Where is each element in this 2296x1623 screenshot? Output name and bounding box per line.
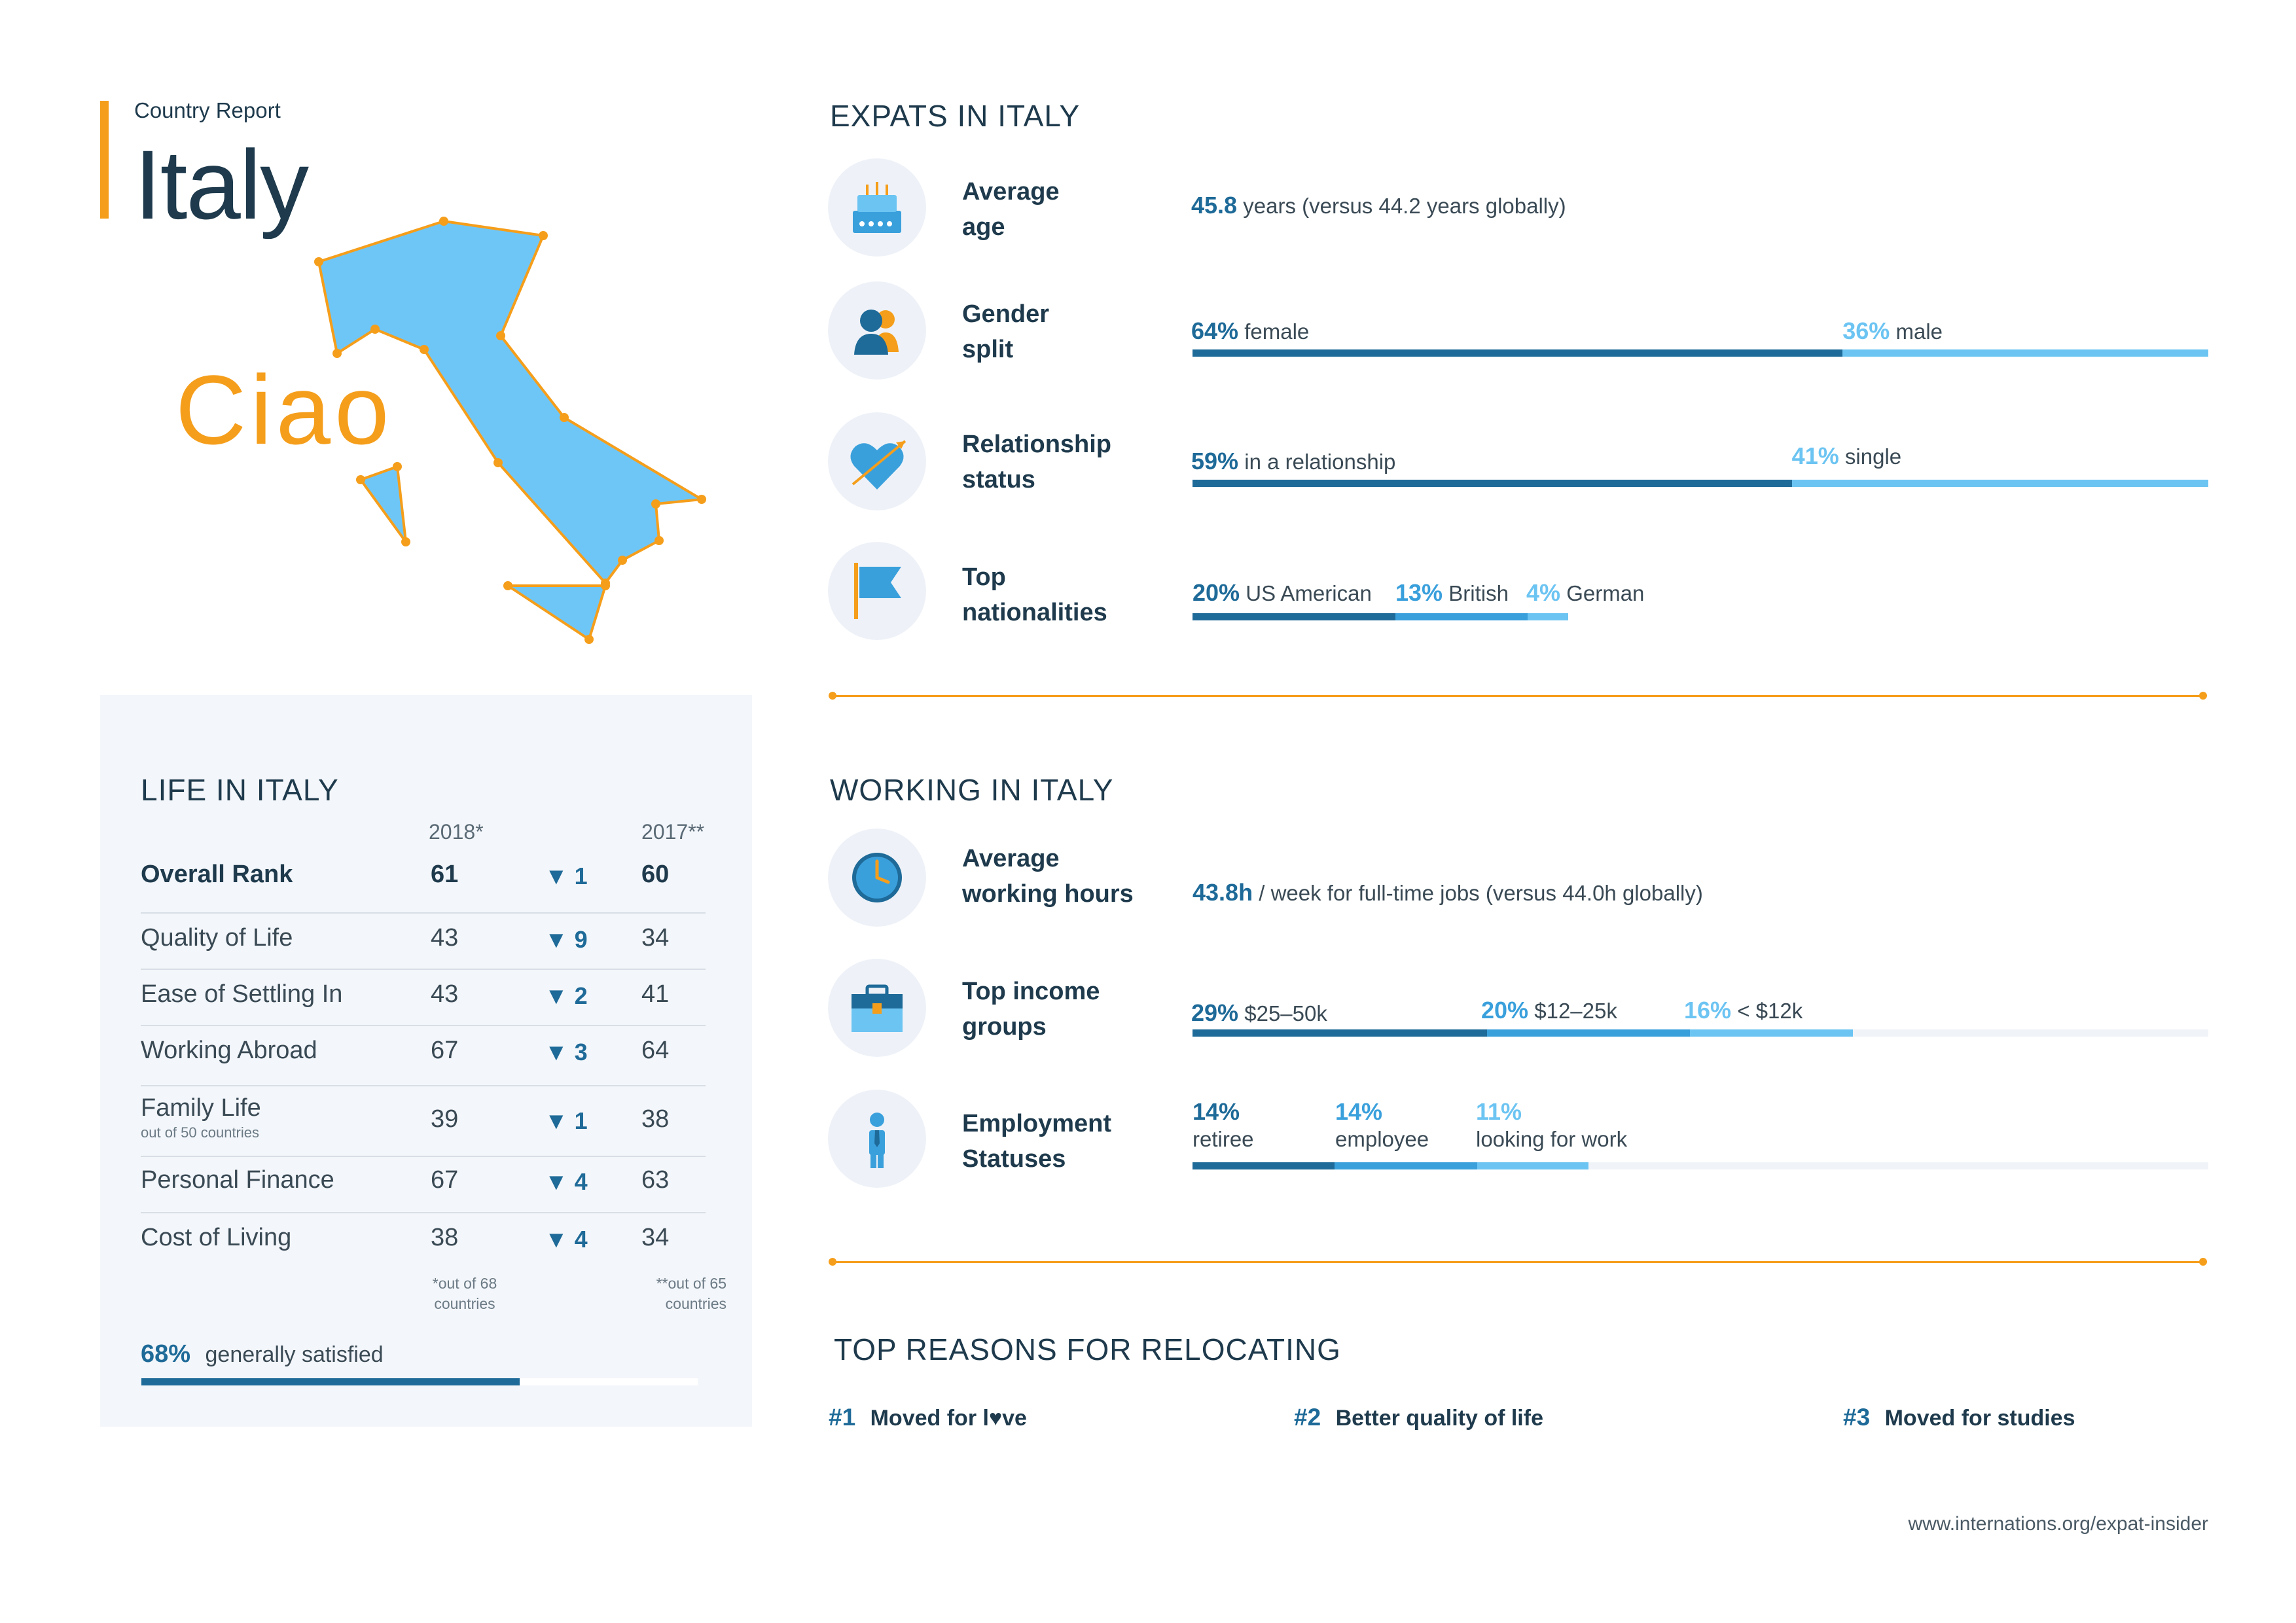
employment-status-3: 11% looking for work xyxy=(1476,1098,1628,1151)
rank-2017: 63 xyxy=(641,1166,670,1194)
flag-icon xyxy=(828,542,926,640)
reason-3: #3 Moved for studies xyxy=(1843,1404,2075,1431)
rank-2018: 67 xyxy=(431,1037,459,1064)
hours-text: / week for full-time jobs (versus 44.0h globally) xyxy=(1259,881,1703,905)
rank-label: Personal Finance xyxy=(141,1166,334,1194)
single-bar xyxy=(1792,480,2208,487)
income-bar xyxy=(1690,1029,1852,1037)
female-bar xyxy=(1193,349,1842,357)
reasons-title: TOP REASONS FOR RELOCATING xyxy=(834,1332,1341,1366)
nationality-german: 4% German xyxy=(1526,579,1645,606)
year-2018-header: 2018* xyxy=(429,820,484,844)
employment-status-1: 14% retiree xyxy=(1193,1098,1254,1151)
sicily-shape xyxy=(508,586,605,639)
sardinia-shape xyxy=(361,467,406,542)
income-bar xyxy=(1193,1029,1487,1037)
age-value: 45.8 xyxy=(1191,192,1238,219)
relationship-bar xyxy=(1193,480,1792,487)
nationality-bar xyxy=(1395,613,1528,620)
footnote-2017: **out of 65 countries xyxy=(656,1275,726,1312)
section-divider xyxy=(833,1261,2202,1263)
employment-status-2: 14% employee xyxy=(1335,1098,1429,1151)
rank-change: ▼ 9 xyxy=(545,926,588,953)
rank-2018: 43 xyxy=(431,980,459,1008)
income-bar xyxy=(1487,1029,1690,1037)
row-divider xyxy=(141,1085,706,1086)
down-arrow-icon: ▼ xyxy=(545,1039,568,1065)
income-group-2: 20% $12–25k xyxy=(1481,997,1617,1024)
rank-2018: 39 xyxy=(431,1105,459,1133)
down-arrow-icon: ▼ xyxy=(545,982,568,1009)
reason-2: #2 Better quality of life xyxy=(1294,1404,1543,1431)
single-stat: 41% single xyxy=(1791,442,1902,469)
rank-2018: 38 xyxy=(431,1224,459,1251)
income-label: Top income groups xyxy=(962,978,1100,1041)
reason-1: #1 Moved for l♥ve xyxy=(829,1404,1027,1431)
rank-2017: 41 xyxy=(641,980,670,1008)
rank-2017: 60 xyxy=(641,861,670,888)
rank-2017: 34 xyxy=(641,924,670,952)
satisfaction-bar xyxy=(141,1378,520,1385)
hours-value: 43.8h xyxy=(1193,879,1253,906)
rank-2017: 64 xyxy=(641,1037,670,1064)
rank-label: Overall Rank xyxy=(141,861,293,888)
italy-map xyxy=(0,0,720,668)
rank-label: Ease of Settling In xyxy=(141,980,343,1008)
down-arrow-icon: ▼ xyxy=(545,926,568,953)
life-title: LIFE IN ITALY xyxy=(141,773,339,807)
nationality-british: 13% British xyxy=(1395,579,1509,606)
satisfaction-text: generally satisfied xyxy=(205,1342,384,1367)
rank-label: Quality of Life xyxy=(141,924,293,952)
down-arrow-icon: ▼ xyxy=(545,863,568,889)
male-bar xyxy=(1842,349,2208,357)
employment-bar xyxy=(1193,1162,1335,1169)
rank-2018: 61 xyxy=(431,861,459,888)
rank-sublabel: out of 50 countries xyxy=(141,1124,260,1141)
rank-change: ▼ 4 xyxy=(545,1226,588,1253)
rank-2018: 43 xyxy=(431,924,459,952)
year-2017-header: 2017** xyxy=(641,820,705,844)
male-stat: 36% male xyxy=(1842,317,1943,344)
row-divider xyxy=(141,1156,706,1157)
nationalities-label: Top nationalities xyxy=(962,563,1107,626)
rank-change: ▼ 2 xyxy=(545,982,588,1009)
female-stat: 64% female xyxy=(1191,317,1310,344)
rank-label: Cost of Living xyxy=(141,1224,292,1251)
footnote-2018: *out of 68 countries xyxy=(432,1275,497,1312)
rank-change: ▼ 1 xyxy=(545,1107,588,1134)
row-divider xyxy=(141,969,706,970)
rank-2018: 67 xyxy=(431,1166,459,1194)
gender-icon xyxy=(828,281,926,380)
age-text: years (versus 44.2 years globally) xyxy=(1243,194,1566,218)
income-group-3: 16% < $12k xyxy=(1684,997,1803,1024)
relationship-stat: 59% in a relationship xyxy=(1191,448,1396,474)
rank-change: ▼ 1 xyxy=(545,863,588,889)
divider-dot xyxy=(2199,692,2207,700)
rank-change: ▼ 4 xyxy=(545,1168,588,1195)
down-arrow-icon: ▼ xyxy=(545,1226,568,1253)
expats-title: EXPATS IN ITALY xyxy=(830,99,1081,133)
satisfaction-pct: 68% xyxy=(141,1340,191,1368)
age-stat xyxy=(1191,192,1566,219)
rank-label: Family Life xyxy=(141,1094,261,1122)
briefcase-icon xyxy=(828,959,926,1057)
employment-bar xyxy=(1477,1162,1589,1169)
cake-icon xyxy=(828,158,926,257)
divider-dot xyxy=(2199,1258,2207,1266)
working-title: WORKING IN ITALY xyxy=(830,773,1114,807)
row-divider xyxy=(141,1212,706,1213)
rank-2017: 38 xyxy=(641,1105,670,1133)
nationality-bar xyxy=(1528,613,1568,620)
employment-bar xyxy=(1335,1162,1477,1169)
relationship-label: Relationship status xyxy=(962,431,1112,493)
greeting-text: Ciao xyxy=(175,355,393,465)
page-title: Italy xyxy=(134,130,308,240)
heart-arrow-icon xyxy=(828,412,926,510)
gender-label: Gender split xyxy=(962,300,1050,363)
report-kicker: Country Report xyxy=(134,98,281,122)
nationality-bar xyxy=(1193,613,1395,620)
heart-icon: ♥ xyxy=(988,1406,1003,1431)
rank-2017: 34 xyxy=(641,1224,670,1251)
hours-stat xyxy=(1193,879,1703,906)
down-arrow-icon: ▼ xyxy=(545,1168,568,1195)
hours-label: Average working hours xyxy=(962,845,1134,908)
clock-icon xyxy=(828,829,926,927)
down-arrow-icon: ▼ xyxy=(545,1107,568,1134)
row-divider xyxy=(141,1025,706,1026)
employment-label: Employment Statuses xyxy=(962,1110,1112,1173)
age-label: Average age xyxy=(962,178,1060,241)
rank-change: ▼ 3 xyxy=(545,1039,588,1065)
income-group-1: 29% $25–50k xyxy=(1191,999,1327,1026)
section-divider xyxy=(833,695,2202,697)
satisfaction-stat xyxy=(141,1340,384,1368)
nationality-us: 20% US American xyxy=(1193,579,1372,606)
row-divider xyxy=(141,912,706,914)
rank-label: Working Abroad xyxy=(141,1037,317,1064)
footer-url[interactable]: www.internations.org/expat-insider xyxy=(1908,1513,2208,1535)
person-tie-icon xyxy=(828,1090,926,1188)
